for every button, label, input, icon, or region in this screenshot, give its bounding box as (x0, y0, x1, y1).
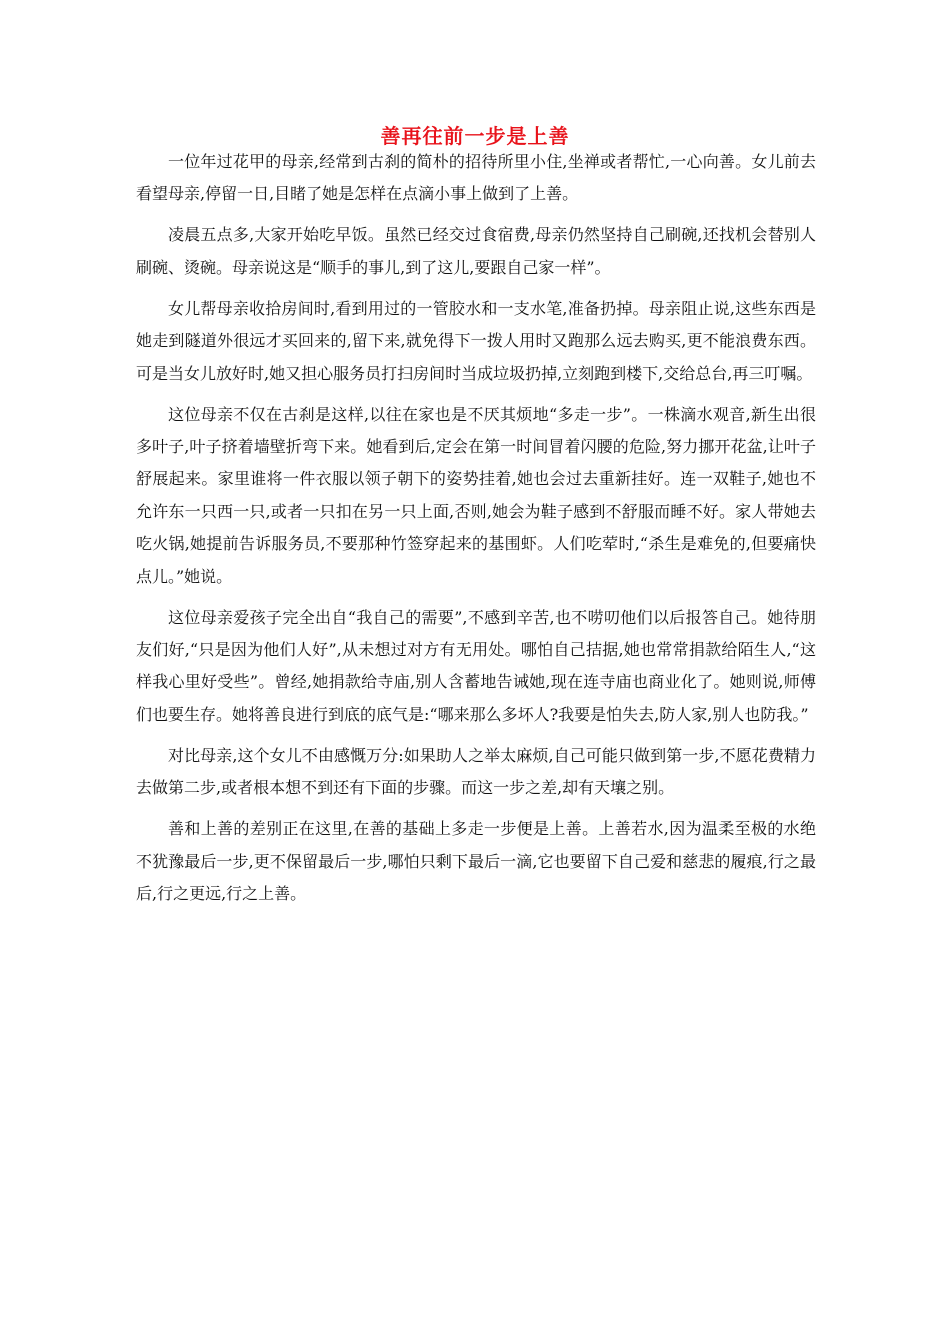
paragraph-1: 一位年过花甲的母亲,经常到古刹的简朴的招待所里小住,坐禅或者帮忙,一心向善。女儿前去看望母亲,停留一日,目睹了她是怎样在点滴小事上做到了上善。 (136, 152, 816, 204)
paragraph-7: 善和上善的差别正在这里,在善的基础上多走一步便是上善。上善若水,因为温柔至极的水绝不犹豫最后一步,更不保留最后一步,哪怕只剩下最后一滴,它也要留下自己爱和慈悲的履痕,行之最后,行之更远,行之上善。 (136, 819, 816, 904)
paragraph-2: 凌晨五点多,大家开始吃早饭。虽然已经交过食宿费,母亲仍然坚持自己刷碗,还找机会替别人刷碗、烫碗。母亲说这是“顺手的事儿,到了这儿,要跟自己家一样”。 (136, 225, 816, 277)
document-title: 善再往前一步是上善 (380, 124, 570, 148)
paragraph-4: 这位母亲不仅在古刹是这样,以往在家也是不厌其烦地“多走一步”。一株滴水观音,新生出很多叶子,叶子挤着墙壁折弯下来。她看到后,定会在第一时间冒着闪腰的危险,努力挪开花盆,让叶子舒展起来。家里谁将一件衣服以领子朝下的姿势挂着,她也会过去重新挂好。连一双鞋子,她也不允许东一只西一只,或者一只扣在另一只上面,否则,她会为鞋子感到不舒服而睡不好。家人带她去吃火锅,她提前告诉服务员,不要那种竹签穿起来的基围虾。人们吃荤时,“杀生是难免的,但要痛快点儿。”她说。 (136, 404, 816, 586)
paragraph-6: 对比母亲,这个女儿不由感慨万分:如果助人之举太麻烦,自己可能只做到第一步,不愿花费精力去做第二步,或者根本想不到还有下面的步骤。而这一步之差,却有天壤之别。 (136, 745, 816, 798)
document-body (136, 146, 816, 919)
paragraph-5: 这位母亲爱孩子完全出自“我自己的需要”,不感到辛苦,也不唠叨他们以后报答自己。她待朋友们好,“只是因为他们人好”,从未想过对方有无用处。哪怕自己拮据,她也常常捐款给陌生人,“这样我心里好受些”。曾经,她捐款给寺庙,别人含蓄地告诫她,现在连寺庙也商业化了。她则说,师傅们也要生存。她将善良进行到底的底气是:“哪来那么多坏人?我要是怕失去,防人家,别人也防我。” (136, 607, 816, 724)
paragraph-3: 女儿帮母亲收拾房间时,看到用过的一管胶水和一支水笔,准备扔掉。母亲阻止说,这些东西是她走到隧道外很远才买回来的,留下来,就免得下一拨人用时又跑那么远去购买,更不能浪费东西。可是当女儿放好时,她又担心服务员打扫房间时当成垃圾扔掉,立刻跑到楼下,交给总台,再三叮嘱。 (136, 298, 816, 383)
